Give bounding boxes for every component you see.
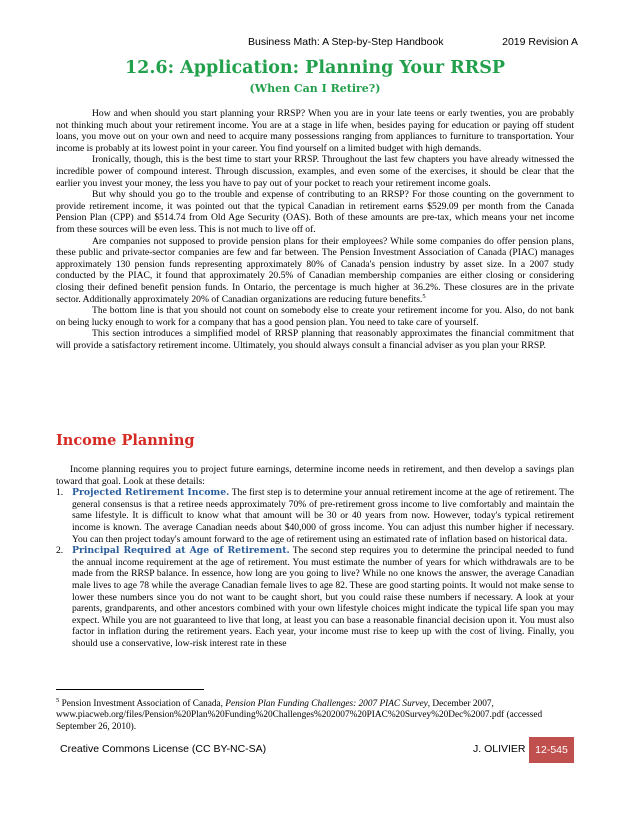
footnote-author: Pension Investment Association of Canada, — [61, 699, 223, 709]
page-title: 12.6: Application: Planning Your RRSP — [124, 58, 506, 78]
step-term-2: Principal Required at Age of Retirement. — [72, 545, 290, 557]
intro-paragraph-4 — [56, 236, 574, 306]
step-text-1: The first step is to determine your annual retirement income at the age of retirement. The general consensus is that a retiree needs approximately 70% of pre-retirement gross income to live comfortably and maintain the same lifestyle. It is difficult to know what that amount will be 30 or 40 years from now. However, today's typical retirement income is known. The average Canadian needs about $40,000 of gross income. You can adjust this number higher if necessary. You can then project today's amount forward to the age of retirement using an estimated rate of inflation based on historical data. — [72, 487, 574, 545]
step-term-1: Projected Retirement Income. — [72, 487, 230, 499]
income-planning-section — [56, 464, 574, 650]
footnote-reference[interactable]: 5 — [422, 292, 426, 300]
footer-author: J. OLIVIER — [473, 743, 526, 755]
step-item-1 — [56, 487, 574, 545]
footnote-divider — [56, 689, 204, 690]
income-planning-lead: Income planning requires you to project future earnings, determine income needs in retirement, and then develop a savings plan toward that goal. Look at these details: — [56, 464, 574, 487]
intro-paragraph-1: How and when should you start planning your RRSP? When you are in your late teens or early twenties, you are probably not thinking much about your retirement income. You are at a stage in life when, besides paying for education or paying off student loans, you move out on your own and need to acquire many possessions ranging from appliances to furniture to transportation. Your income is probably at its lowest point in your career. You find yourself on a limited budget with high demands. — [56, 108, 574, 154]
intro-section — [56, 108, 574, 351]
step-text-2: The second step requires you to determine the principal needed to fund the annual income requirement at the age of retirement. You must estimate the number of years for which withdrawals are to be made from the RRSP balance. In essence, how long are you going to live? While no one knows the answer, the average Canadian male lives to age 78 while the average Canadian female lives to age 82. These are good starting points. It would not make sense to lower these numbers since you do not want to be caught short, but you could raise these numbers if necessary. A look at your parents, grandparents, and other ancestors combined with your own lifestyle choices might indicate the typical life span you may expect. While you are not guaranteed to live that long, at least you can base a reasonable financial decision upon it. You must also factor in inflation during the retirement years. Each year, your income must rise to keep up with the cost of living. Finally, you should use a conservative, low-risk interest rate in these — [72, 545, 574, 649]
footnote-marker: 5 — [56, 696, 60, 704]
footnote-rest[interactable]: , December 2007, www.piacweb.org/files/Pension%20Plan%20Funding%20Challenges%202007%20PIAC%20Survey%20Dec%2007.pdf (accessed September 26, 2010). — [56, 699, 543, 732]
step-item-2 — [56, 545, 574, 649]
intro-paragraph-4-text: Are companies not supposed to provide pension plans for their employees? While some companies do offer pension plans, these public and private-sector companies are few and far between. The Pension Investment Association of Canada (PIAC) manages approximately 130 pension funds representing approximately 80% of Canada's pension industry by asset size. In a 2007 study conducted by the PIAC, it found that approximately 20.5% of Canadian membership companies are either closing or considering closing their defined benefit pension funds. In Ontario, the percentage is much higher at 36.2%. These closures are in the private sector. Additionally approximately 20% of Canadian organizations are reducing future benefits. — [56, 235, 574, 305]
section-heading-income-planning: Income Planning — [56, 432, 195, 449]
step-number-1: 1. — [56, 487, 64, 499]
footer-license: Creative Commons License (CC BY-NC-SA) — [60, 743, 267, 755]
intro-paragraph-5: The bottom line is that you should not count on somebody else to create your retirement income for you. Also, do not bank on being lucky enough to work for a company that has a good pension plan. You need to take care of yourself. — [56, 305, 574, 328]
footnote — [56, 696, 574, 733]
page-subtitle: (When Can I Retire?) — [249, 82, 381, 95]
intro-paragraph-2: Ironically, though, this is the best time to start your RRSP. Throughout the last few chapters you have already witnessed the incredible power of compound interest. Through discussion, examples, and even some of the exercises, it should be clear that the earlier you invest your money, the less you have to pay out of your pocket to reach your retirement income goals. — [56, 154, 574, 189]
income-planning-steps — [56, 487, 574, 649]
step-number-2: 2. — [56, 545, 64, 557]
header-revision: 2019 Revision A — [502, 36, 578, 48]
page-number-badge: 12-545 — [529, 737, 574, 763]
footnote-title: Pension Plan Funding Challenges: 2007 PIAC Survey — [225, 699, 428, 709]
intro-paragraph-6: This section introduces a simplified model of RRSP planning that reasonably approximates the financial commitment that will provide a satisfactory retirement income. Ultimately, you should always consult a financial adviser as you plan your RRSP. — [56, 328, 574, 351]
intro-paragraph-3: But why should you go to the trouble and expense of contributing to an RRSP? For those counting on the government to provide retirement income, it was pointed out that the typical Canadian in retirement earns $529.09 per month from the Canada Pension Plan (CPP) and $514.74 from Old Age Security (OAS). Both of these amounts are pre-tax, which means your net income from these sources will be even less. This is not much to live off of. — [56, 189, 574, 235]
header-book-title: Business Math: A Step-by-Step Handbook — [248, 36, 444, 48]
